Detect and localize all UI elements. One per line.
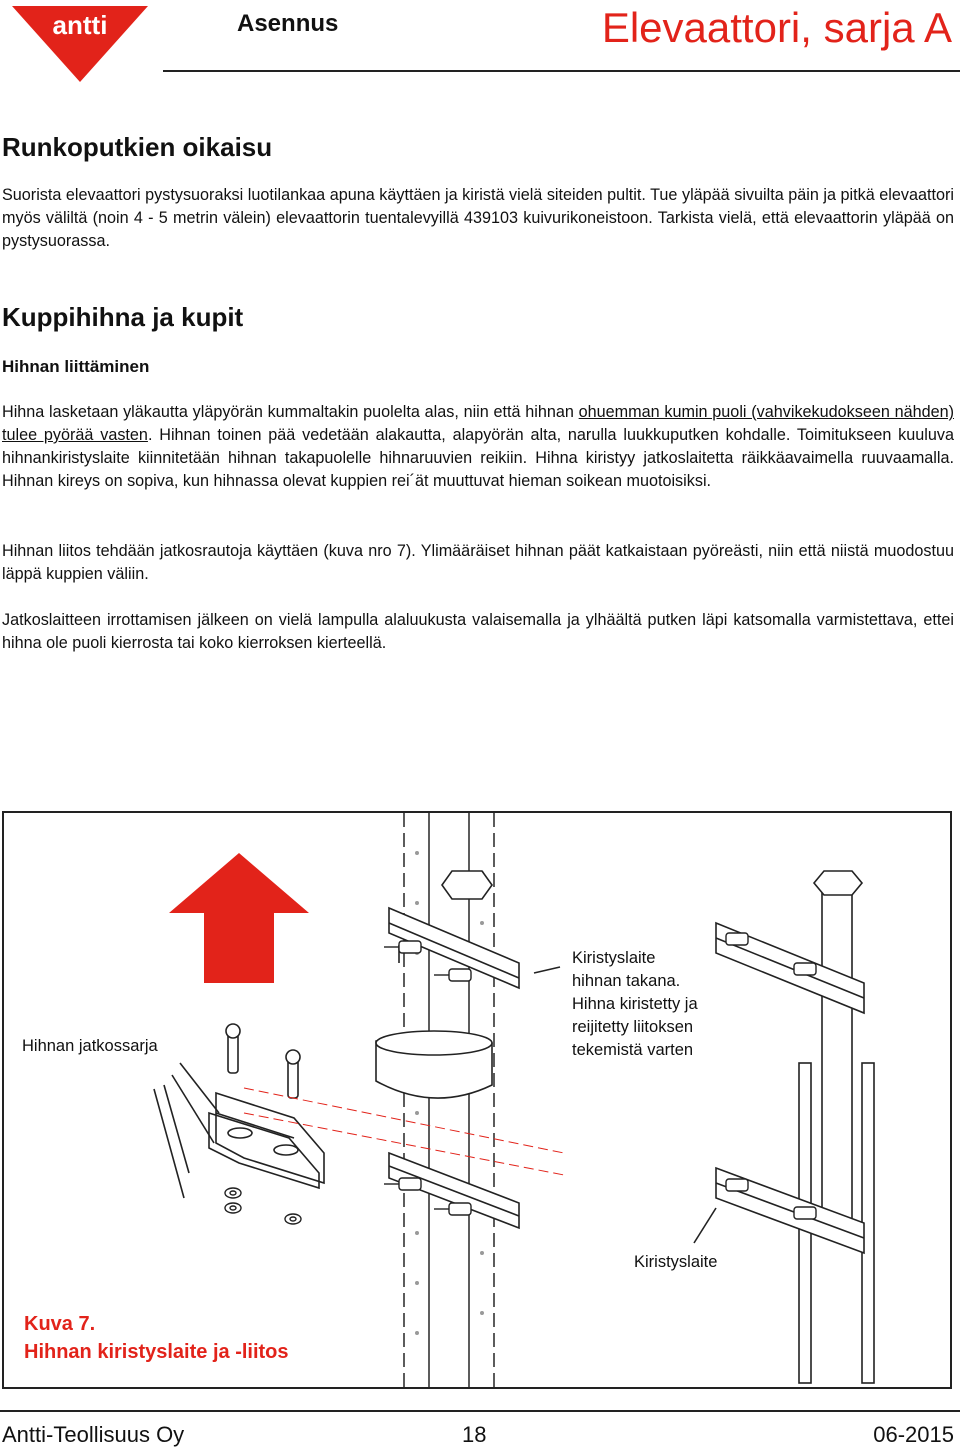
footer-date: 06-2015 (873, 1422, 954, 1447)
tensioner-assembly (716, 871, 874, 1383)
antti-logo (10, 4, 150, 84)
bucket-cup (376, 1031, 492, 1098)
section-heading-runkoputkien: Runkoputkien oikaisu (2, 132, 273, 162)
p1-text-b: . Hihnan toinen pää vedetään alakautta, alapyörän alta, narulla luukkuputken kohdalle. Toimitukseen kuuluva hihnankiristyslaite kiinnitetään hihnan takapuolelle hihnaruuvien reikiin. Hihna kiristyy jatkoslaitetta räikkäavaimella ruuvaamalla. Hihnan kireys on sopiva, kun hihnassa olevat kuppien rei´ät muuttuvat hieman soikean muotoisiksi. (2, 426, 954, 490)
figure-7 (2, 811, 952, 1389)
header-divider (163, 70, 960, 72)
section2-paragraph-1 (2, 401, 954, 493)
figure-drawing (4, 813, 950, 1387)
logo-text: antti (52, 10, 108, 40)
label-tensioner-behind: Kiristyslaite hihnan takana. Hihna kiristetty ja reijitetty liitoksen tekemistä varten (572, 949, 698, 1059)
up-arrow-icon (169, 853, 309, 983)
subheading-hihnan-liittaminen: Hihnan liittäminen (2, 357, 150, 376)
label-tensioner: Kiristyslaite (634, 1253, 718, 1271)
footer-company: Antti-Teollisuus Oy (2, 1422, 185, 1447)
label-joint-kit: Hihnan jatkossarja (22, 1037, 158, 1055)
section2-paragraph-2: Hihnan liitos tehdään jatkosrautoja käyttäen (kuva nro 7). Ylimääräiset hihnan päät katkaistaan pyöreästi, niin että niistä muodostuu läppä kuppien väliin. (2, 542, 954, 583)
figure-caption-number: Kuva 7. (24, 1313, 96, 1335)
p1-underlined-text: ohuemman kumin puoli (vahvikekudokseen nähden) tulee pyörää vasten (2, 403, 954, 444)
page-title: Elevaattori, sarja A (601, 4, 952, 51)
header-section: Asennus (237, 10, 339, 37)
p1-text-a: Hihna lasketaan yläkautta yläpyörän kummaltakin puolelta alas, niin että hihnan (2, 403, 579, 421)
footer-divider (0, 1410, 960, 1412)
section1-paragraph: Suorista elevaattori pystysuoraksi luotilankaa apuna käyttäen ja kiristä vielä siteiden pultit. Tue yläpää sivuilta päin ja pitkä elevaattori myös väliltä (noin 4 - 5 metrin välein) elevaattorin tuentalevyillä 439103 kuivurikoneistoon. Tarkista vielä, että elevaattorin yläpää on pystysuorassa. (2, 186, 954, 250)
figure-caption-text: Hihnan kiristyslaite ja -liitos (24, 1341, 289, 1363)
footer-page-number: 18 (462, 1422, 487, 1447)
section-heading-kuppihihna: Kuppihihna ja kupit (2, 302, 244, 332)
joint-kit (209, 1024, 324, 1188)
section2-paragraph-3: Jatkoslaitteen irrottamisen jälkeen on vielä lampulla alaluukusta valaisemalla ja ylhäältä putken läpi katsomalla varmistettava, ettei hihna ole puoli kierrosta tai koko kierroksen kierteellä. (2, 611, 954, 652)
